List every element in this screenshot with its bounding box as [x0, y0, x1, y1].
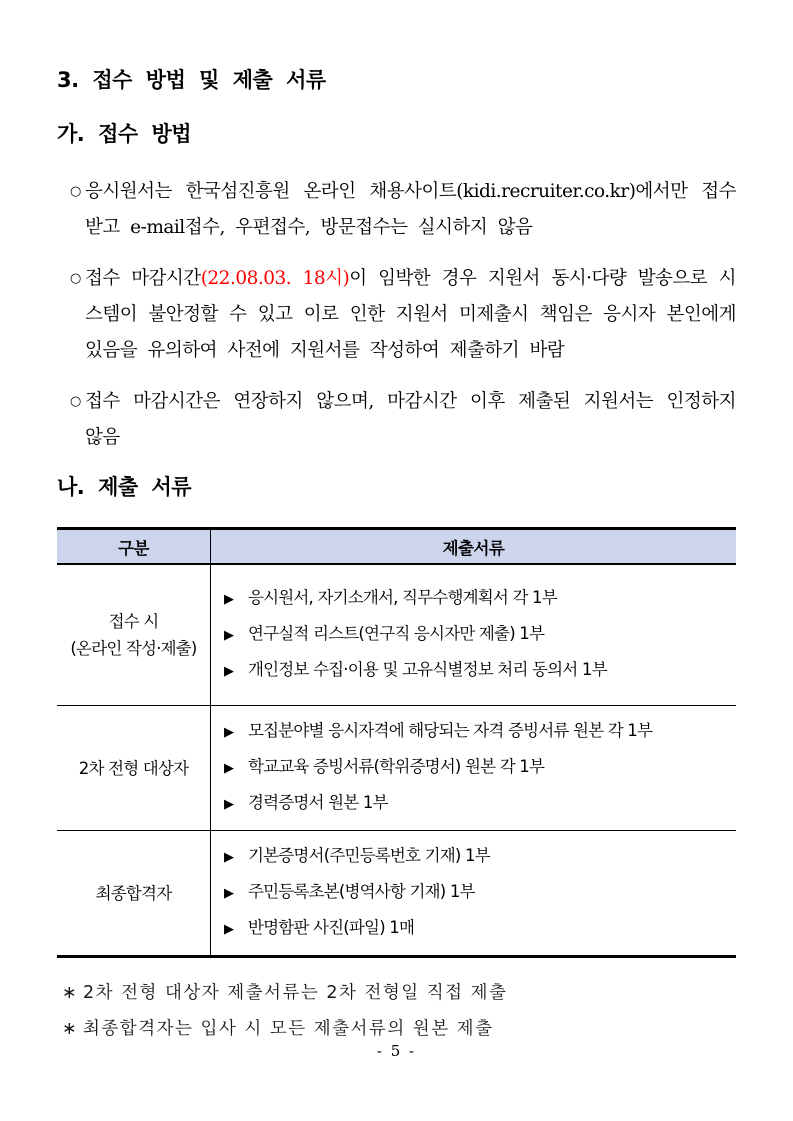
- footnote-list: [57, 975, 736, 1047]
- triangle-bullet-icon: ▶: [224, 725, 234, 740]
- triangle-bullet-icon: ▶: [224, 886, 234, 901]
- document-item: [224, 617, 730, 653]
- bullet-item: [57, 261, 736, 369]
- document-item: [224, 653, 730, 689]
- deadline-highlight: (22.08.03. 18시): [200, 268, 350, 289]
- bullet-text: [85, 261, 736, 369]
- footnote-text: 최종합격자는 입사 시 모든 제출서류의 원본 제출: [83, 1019, 494, 1039]
- document-item-text: 개인정보 수집·이용 및 고유식별정보 처리 동의서 1부: [248, 660, 607, 679]
- submission-table: [57, 527, 736, 958]
- bullet-text: [85, 384, 736, 456]
- document-item-text: 모집분야별 응시자격에 해당되는 자격 증빙서류 원본 각 1부: [248, 721, 653, 740]
- row-items: [211, 706, 737, 831]
- document-item-text: 학교교육 증빙서류(학위증명서) 원본 각 1부: [248, 757, 545, 776]
- submission-table-body: [57, 564, 736, 957]
- triangle-bullet-icon: ▶: [224, 761, 234, 776]
- section-title: 3. 접수 방법 및 제출 서류: [57, 68, 326, 92]
- document-item-text: 기본증명서(주민등록번호 기재) 1부: [248, 846, 490, 865]
- document-item: [224, 839, 730, 875]
- document-item-text: 응시원서, 자기소개서, 직무수행계획서 각 1부: [248, 588, 557, 607]
- document-item-text: 연구실적 리스트(연구직 응시자만 제출) 1부: [248, 624, 545, 643]
- footnote-item: [57, 975, 736, 1011]
- triangle-bullet-icon: ▶: [224, 664, 234, 679]
- asterisk-icon: ∗: [62, 983, 79, 1003]
- row-category-line: 접수 시: [108, 612, 159, 631]
- row-category: [57, 564, 211, 706]
- circle-bullet-icon: ○: [70, 271, 82, 286]
- bullet-text-segment: 접수 마감시간은 연장하지 않으며, 마감시간 이후 제출된 지원서는 인정하지 않음: [85, 391, 736, 448]
- table-header-documents: 제출서류: [211, 529, 737, 565]
- subsection-a-title: 가. 접수 방법: [57, 122, 192, 146]
- bullet-item: [57, 384, 736, 456]
- row-category-line: 최종합격자: [95, 883, 172, 903]
- document-item-text: 주민등록초본(병역사항 기재) 1부: [248, 882, 475, 901]
- bullet-text-segment: 접수 마감시간: [85, 268, 201, 289]
- bullet-text-segment: 응시원서는 한국섬진흥원 온라인 채용사이트(kidi.recruiter.co.kr)에서만 접수받고 e-mail접수, 우편접수, 방문접수는 실시하지 않음: [85, 181, 736, 238]
- bullet-text: [85, 174, 736, 246]
- bullet-item: [57, 174, 736, 246]
- asterisk-icon: ∗: [62, 1019, 79, 1039]
- document-item: [224, 714, 730, 750]
- table-row: [57, 706, 736, 831]
- subsection-b-title: 나. 제출 서류: [57, 475, 192, 499]
- footnote-text: 2차 전형 대상자 제출서류는 2차 전형일 직접 제출: [83, 983, 508, 1003]
- table-header-category: 구분: [57, 529, 211, 565]
- triangle-bullet-icon: ▶: [224, 922, 234, 937]
- row-category: [57, 831, 211, 957]
- bullet-text-segment: 이 임박한 경우 지원서 동시·다량 발송으로 시스템이 불안정할 수 있고 이로 인한 지원서 미제출시 책임은 응시자 본인에게 있음을 유의하여 사전에 지원서를 작성하여 제출하기 바람: [85, 268, 736, 361]
- table-row: [57, 831, 736, 957]
- triangle-bullet-icon: ▶: [224, 850, 234, 865]
- page-number: - 5 -: [376, 1042, 417, 1060]
- submission-table-head: [57, 529, 736, 565]
- document-item: [224, 911, 730, 947]
- row-items: [211, 831, 737, 957]
- document-item-text: 경력증명서 원본 1부: [248, 793, 388, 812]
- document-item: [224, 581, 730, 617]
- row-category-line: (온라인 작성·제출): [70, 639, 197, 658]
- document-item: [224, 875, 730, 911]
- circle-bullet-icon: ○: [70, 184, 82, 199]
- triangle-bullet-icon: ▶: [224, 592, 234, 607]
- row-category: [57, 706, 211, 831]
- row-category-line: 2차 전형 대상자: [78, 758, 189, 778]
- circle-bullet-icon: ○: [70, 394, 82, 409]
- document-item: [224, 786, 730, 822]
- document-item-text: 반명함판 사진(파일) 1매: [248, 918, 415, 937]
- table-header-row: [57, 529, 736, 565]
- row-items: [211, 564, 737, 706]
- bullet-list: [57, 174, 736, 456]
- triangle-bullet-icon: ▶: [224, 628, 234, 643]
- table-row: [57, 564, 736, 706]
- triangle-bullet-icon: ▶: [224, 797, 234, 812]
- document-item: [224, 750, 730, 786]
